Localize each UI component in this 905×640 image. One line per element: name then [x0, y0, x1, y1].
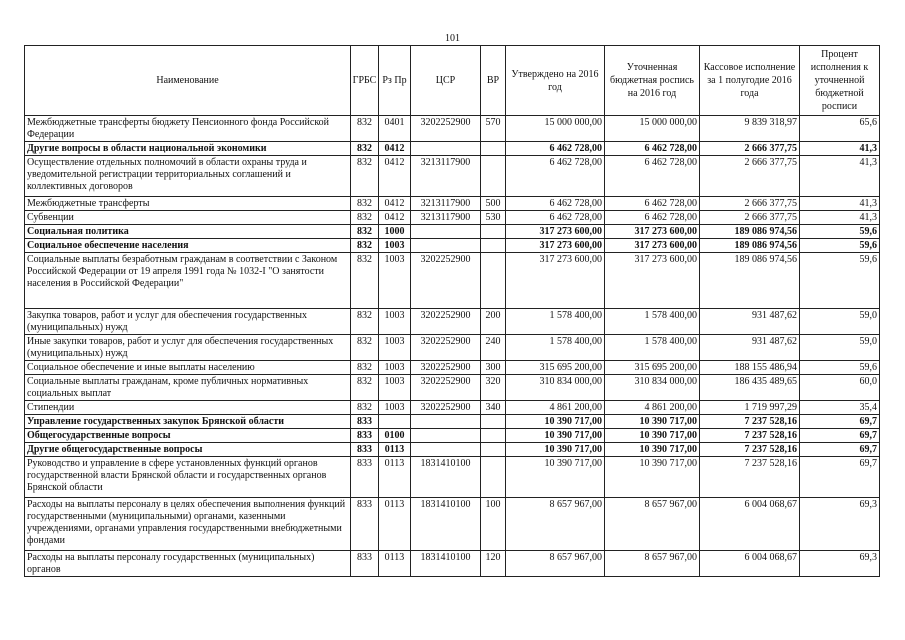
cell-vr — [481, 457, 506, 498]
cell-rzpr: 1000 — [379, 225, 411, 239]
cell-csr: 1831410100 — [411, 551, 481, 577]
table-row — [25, 457, 880, 498]
cell-grbs: 833 — [351, 443, 379, 457]
cell-vr: 200 — [481, 309, 506, 335]
cell-refined: 4 861 200,00 — [605, 401, 700, 415]
cell-approved: 15 000 000,00 — [506, 116, 605, 142]
cell-cash: 7 237 528,16 — [700, 415, 800, 429]
table-row — [25, 498, 880, 551]
cell-percent: 65,6 — [800, 116, 880, 142]
cell-rzpr: 0401 — [379, 116, 411, 142]
cell-refined: 315 695 200,00 — [605, 361, 700, 375]
header-vr: ВР — [481, 46, 506, 116]
cell-percent: 35,4 — [800, 401, 880, 415]
cell-name: Социальная политика — [25, 225, 351, 239]
cell-name: Межбюджетные трансферты бюджету Пенсионного фонда Российской Федерации — [25, 116, 351, 142]
cell-percent: 60,0 — [800, 375, 880, 401]
cell-name: Другие общегосударственные вопросы — [25, 443, 351, 457]
cell-refined: 317 273 600,00 — [605, 225, 700, 239]
cell-rzpr: 0113 — [379, 457, 411, 498]
cell-approved: 1 578 400,00 — [506, 335, 605, 361]
cell-cash: 189 086 974,56 — [700, 253, 800, 309]
cell-csr: 3202252900 — [411, 335, 481, 361]
cell-percent: 69,7 — [800, 457, 880, 498]
cell-rzpr — [379, 415, 411, 429]
cell-csr — [411, 239, 481, 253]
cell-approved: 10 390 717,00 — [506, 443, 605, 457]
cell-cash: 2 666 377,75 — [700, 156, 800, 197]
cell-grbs: 832 — [351, 225, 379, 239]
cell-csr: 3213117900 — [411, 211, 481, 225]
cell-csr: 3202252900 — [411, 375, 481, 401]
cell-grbs: 832 — [351, 156, 379, 197]
cell-approved: 315 695 200,00 — [506, 361, 605, 375]
header-csr: ЦСР — [411, 46, 481, 116]
cell-name: Иные закупки товаров, работ и услуг для обеспечения государственных (муниципальных) нужд — [25, 335, 351, 361]
cell-approved: 8 657 967,00 — [506, 551, 605, 577]
cell-csr — [411, 415, 481, 429]
cell-csr: 3202252900 — [411, 361, 481, 375]
cell-grbs: 832 — [351, 401, 379, 415]
cell-grbs: 832 — [351, 116, 379, 142]
cell-refined: 15 000 000,00 — [605, 116, 700, 142]
cell-cash: 931 487,62 — [700, 335, 800, 361]
cell-csr — [411, 225, 481, 239]
cell-approved: 317 273 600,00 — [506, 225, 605, 239]
cell-grbs: 832 — [351, 335, 379, 361]
cell-cash: 7 237 528,16 — [700, 429, 800, 443]
cell-csr: 3202252900 — [411, 401, 481, 415]
cell-name: Руководство и управление в сфере установленных функций органов государственной власти Брянской области и государственных органов Брянской области — [25, 457, 351, 498]
cell-approved: 10 390 717,00 — [506, 429, 605, 443]
header-percent: Процент исполнения к уточненной бюджетной росписи — [800, 46, 880, 116]
cell-refined: 10 390 717,00 — [605, 443, 700, 457]
cell-csr: 1831410100 — [411, 457, 481, 498]
cell-vr: 120 — [481, 551, 506, 577]
table-body — [25, 116, 880, 577]
header-refined: Уточненная бюджетная роспись на 2016 год — [605, 46, 700, 116]
cell-csr — [411, 443, 481, 457]
cell-name: Социальное обеспечение населения — [25, 239, 351, 253]
cell-vr: 300 — [481, 361, 506, 375]
cell-grbs: 833 — [351, 429, 379, 443]
header-rzpr: Рз Пр — [379, 46, 411, 116]
cell-cash: 188 155 486,94 — [700, 361, 800, 375]
cell-vr — [481, 225, 506, 239]
cell-cash: 186 435 489,65 — [700, 375, 800, 401]
cell-refined: 317 273 600,00 — [605, 253, 700, 309]
header-row — [25, 46, 880, 116]
cell-percent: 59,6 — [800, 239, 880, 253]
cell-percent: 69,3 — [800, 498, 880, 551]
cell-rzpr: 0412 — [379, 211, 411, 225]
cell-percent: 69,3 — [800, 551, 880, 577]
cell-rzpr: 0113 — [379, 498, 411, 551]
header-approved: Утверждено на 2016 год — [506, 46, 605, 116]
cell-vr — [481, 443, 506, 457]
cell-grbs: 833 — [351, 457, 379, 498]
cell-cash: 189 086 974,56 — [700, 225, 800, 239]
cell-approved: 6 462 728,00 — [506, 197, 605, 211]
cell-name: Осуществление отдельных полномочий в области охраны труда и уведомительной регистрации территориальных соглашений и коллективных договоров — [25, 156, 351, 197]
cell-refined: 6 462 728,00 — [605, 197, 700, 211]
cell-name: Другие вопросы в области национальной экономики — [25, 142, 351, 156]
cell-approved: 317 273 600,00 — [506, 253, 605, 309]
cell-name: Социальное обеспечение и иные выплаты населению — [25, 361, 351, 375]
cell-cash: 6 004 068,67 — [700, 498, 800, 551]
cell-rzpr: 0412 — [379, 142, 411, 156]
cell-rzpr: 1003 — [379, 401, 411, 415]
cell-grbs: 832 — [351, 253, 379, 309]
cell-grbs: 833 — [351, 498, 379, 551]
cell-approved: 4 861 200,00 — [506, 401, 605, 415]
cell-approved: 317 273 600,00 — [506, 239, 605, 253]
header-cash: Кассовое исполнение за 1 полугодие 2016 года — [700, 46, 800, 116]
cell-name: Стипендии — [25, 401, 351, 415]
cell-vr — [481, 253, 506, 309]
table-row — [25, 211, 880, 225]
cell-percent: 59,6 — [800, 225, 880, 239]
cell-approved: 6 462 728,00 — [506, 142, 605, 156]
cell-grbs: 832 — [351, 211, 379, 225]
table-row — [25, 375, 880, 401]
table-row — [25, 429, 880, 443]
cell-refined: 1 578 400,00 — [605, 309, 700, 335]
table-row — [25, 225, 880, 239]
cell-name: Социальные выплаты безработным гражданам в соответствии с Законом Российской Федерации от 19 апреля 1991 года № 1032-I "О занятости населения в Российской Федерации" — [25, 253, 351, 309]
cell-percent: 41,3 — [800, 142, 880, 156]
cell-refined: 8 657 967,00 — [605, 551, 700, 577]
cell-rzpr: 0412 — [379, 197, 411, 211]
cell-cash: 7 237 528,16 — [700, 457, 800, 498]
cell-refined: 6 462 728,00 — [605, 211, 700, 225]
cell-approved: 6 462 728,00 — [506, 156, 605, 197]
cell-refined: 8 657 967,00 — [605, 498, 700, 551]
budget-table — [24, 45, 880, 577]
cell-vr — [481, 239, 506, 253]
cell-rzpr: 1003 — [379, 361, 411, 375]
cell-rzpr: 1003 — [379, 239, 411, 253]
cell-name: Общегосударственные вопросы — [25, 429, 351, 443]
cell-name: Закупка товаров, работ и услуг для обеспечения государственных (муниципальных) нужд — [25, 309, 351, 335]
table-row — [25, 551, 880, 577]
cell-csr: 3202252900 — [411, 309, 481, 335]
table-row — [25, 239, 880, 253]
table-row — [25, 142, 880, 156]
cell-percent: 59,0 — [800, 335, 880, 361]
cell-cash: 931 487,62 — [700, 309, 800, 335]
cell-rzpr: 1003 — [379, 309, 411, 335]
cell-cash: 1 719 997,29 — [700, 401, 800, 415]
cell-vr — [481, 156, 506, 197]
table-row — [25, 415, 880, 429]
cell-csr: 3202252900 — [411, 253, 481, 309]
cell-refined: 6 462 728,00 — [605, 142, 700, 156]
cell-name: Межбюджетные трансферты — [25, 197, 351, 211]
table-row — [25, 443, 880, 457]
cell-name: Субвенции — [25, 211, 351, 225]
cell-cash: 189 086 974,56 — [700, 239, 800, 253]
cell-cash: 6 004 068,67 — [700, 551, 800, 577]
cell-rzpr: 1003 — [379, 335, 411, 361]
cell-vr: 100 — [481, 498, 506, 551]
cell-refined: 10 390 717,00 — [605, 415, 700, 429]
cell-vr: 240 — [481, 335, 506, 361]
table-row — [25, 156, 880, 197]
cell-vr: 320 — [481, 375, 506, 401]
cell-grbs: 833 — [351, 415, 379, 429]
cell-percent: 59,0 — [800, 309, 880, 335]
cell-grbs: 832 — [351, 309, 379, 335]
cell-vr: 340 — [481, 401, 506, 415]
cell-vr — [481, 429, 506, 443]
cell-percent: 59,6 — [800, 361, 880, 375]
cell-approved: 310 834 000,00 — [506, 375, 605, 401]
cell-grbs: 832 — [351, 142, 379, 156]
cell-csr: 1831410100 — [411, 498, 481, 551]
header-name: Наименование — [25, 46, 351, 116]
cell-refined: 1 578 400,00 — [605, 335, 700, 361]
cell-rzpr: 1003 — [379, 375, 411, 401]
cell-rzpr: 1003 — [379, 253, 411, 309]
cell-csr — [411, 142, 481, 156]
cell-cash: 2 666 377,75 — [700, 197, 800, 211]
cell-csr — [411, 429, 481, 443]
cell-percent: 69,7 — [800, 415, 880, 429]
cell-rzpr: 0100 — [379, 429, 411, 443]
table-row — [25, 401, 880, 415]
cell-percent: 59,6 — [800, 253, 880, 309]
cell-cash: 2 666 377,75 — [700, 211, 800, 225]
table-row — [25, 361, 880, 375]
cell-approved: 6 462 728,00 — [506, 211, 605, 225]
cell-rzpr: 0113 — [379, 443, 411, 457]
cell-cash: 7 237 528,16 — [700, 443, 800, 457]
cell-grbs: 833 — [351, 551, 379, 577]
cell-grbs: 832 — [351, 375, 379, 401]
cell-name: Расходы на выплаты персоналу в целях обеспечения выполнения функций государственными (муниципальными) органами, казенными учреждениями, органами управления государственными внебюджетными фондами — [25, 498, 351, 551]
cell-vr — [481, 142, 506, 156]
cell-approved: 8 657 967,00 — [506, 498, 605, 551]
page-number: 101 — [445, 33, 460, 44]
table-row — [25, 116, 880, 142]
cell-csr: 3213117900 — [411, 197, 481, 211]
cell-refined: 10 390 717,00 — [605, 429, 700, 443]
cell-percent: 41,3 — [800, 197, 880, 211]
table-row — [25, 253, 880, 309]
cell-vr: 500 — [481, 197, 506, 211]
cell-vr: 530 — [481, 211, 506, 225]
cell-refined: 6 462 728,00 — [605, 156, 700, 197]
cell-refined: 10 390 717,00 — [605, 457, 700, 498]
cell-name: Социальные выплаты гражданам, кроме публичных нормативных социальных выплат — [25, 375, 351, 401]
cell-approved: 10 390 717,00 — [506, 457, 605, 498]
cell-cash: 9 839 318,97 — [700, 116, 800, 142]
cell-grbs: 832 — [351, 197, 379, 211]
cell-percent: 41,3 — [800, 211, 880, 225]
table-row — [25, 309, 880, 335]
table-row — [25, 197, 880, 211]
cell-name: Управление государственных закупок Брянской области — [25, 415, 351, 429]
cell-percent: 41,3 — [800, 156, 880, 197]
cell-percent: 69,7 — [800, 443, 880, 457]
cell-approved: 10 390 717,00 — [506, 415, 605, 429]
cell-vr — [481, 415, 506, 429]
cell-csr: 3213117900 — [411, 156, 481, 197]
header-grbs: ГРБС — [351, 46, 379, 116]
cell-refined: 310 834 000,00 — [605, 375, 700, 401]
cell-refined: 317 273 600,00 — [605, 239, 700, 253]
cell-approved: 1 578 400,00 — [506, 309, 605, 335]
cell-percent: 69,7 — [800, 429, 880, 443]
cell-grbs: 832 — [351, 361, 379, 375]
cell-rzpr: 0412 — [379, 156, 411, 197]
cell-name: Расходы на выплаты персоналу государственных (муниципальных) органов — [25, 551, 351, 577]
table-row — [25, 335, 880, 361]
cell-rzpr: 0113 — [379, 551, 411, 577]
cell-cash: 2 666 377,75 — [700, 142, 800, 156]
cell-csr: 3202252900 — [411, 116, 481, 142]
cell-vr: 570 — [481, 116, 506, 142]
cell-grbs: 832 — [351, 239, 379, 253]
